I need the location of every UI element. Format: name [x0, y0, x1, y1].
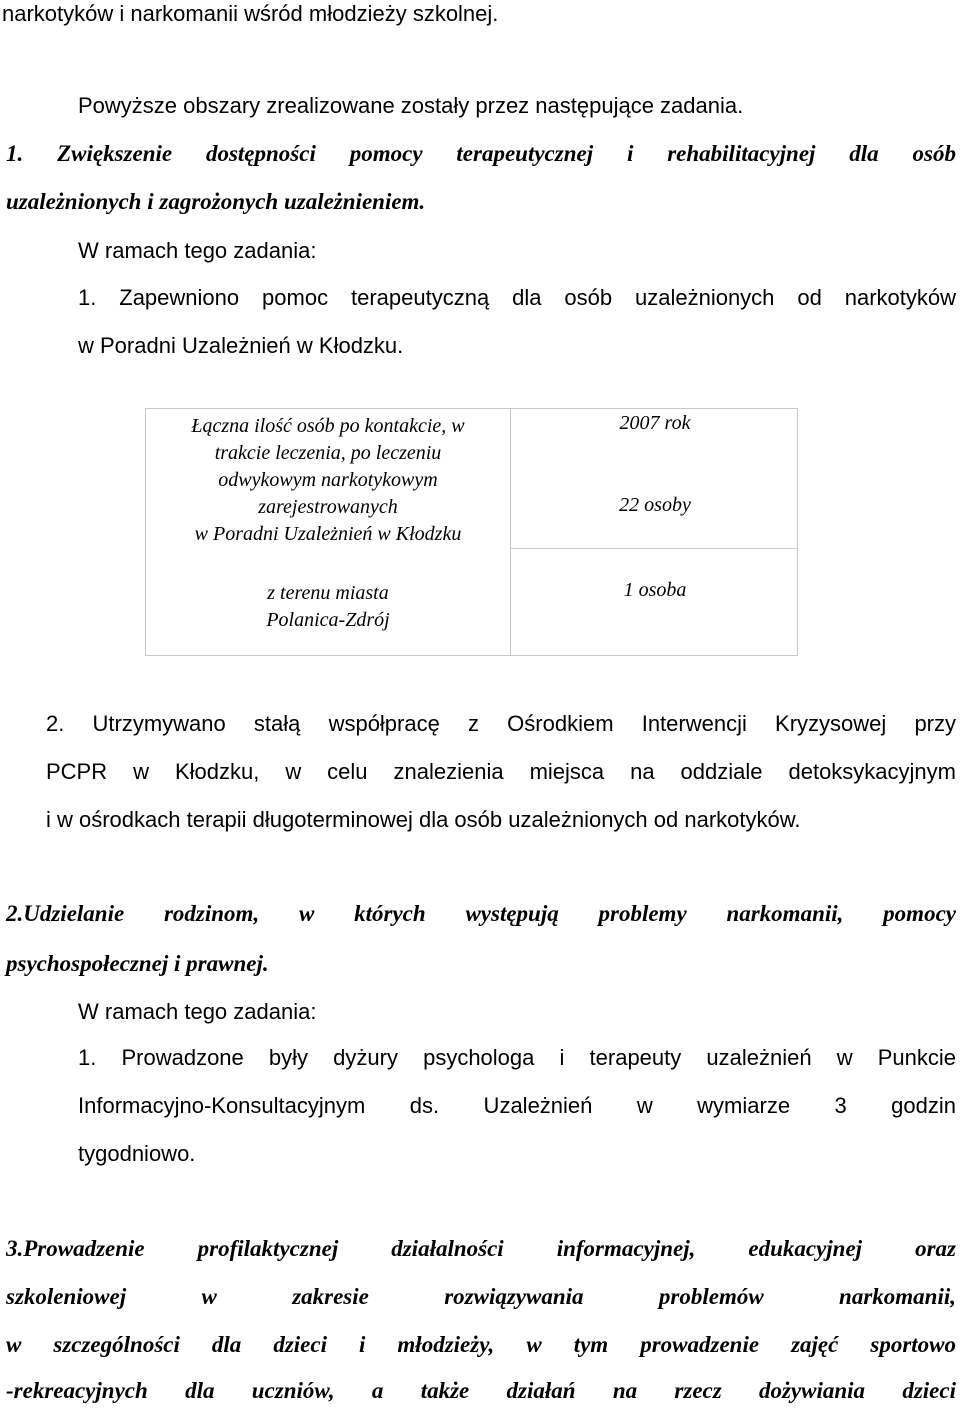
table-column-divider — [510, 409, 511, 655]
left-cell-line: Łączna ilość osób po kontakcie, w — [191, 415, 465, 437]
task1-heading-line1: 1. Zwiększenie dostępności pomocy terapeutycznej i rehabilitacyjnej dla osób — [6, 141, 956, 166]
left-cell-sub-line: z terenu miasta — [267, 582, 389, 604]
task3-line1: 3.Prowadzenie profilaktycznej działalności informacyjnej, edukacyjnej oraz — [6, 1236, 956, 1261]
table-year-cell — [511, 409, 799, 437]
task1-item2-line3: i w ośrodkach terapii długoterminowej dla osób uzależnionych od narkotyków. — [46, 807, 801, 832]
table-polanica-cell — [511, 577, 799, 604]
table-year: 2007 rok — [619, 412, 691, 434]
task1-within-label: W ramach tego zadania: — [78, 238, 317, 263]
table-row-divider — [510, 548, 797, 549]
task3-line4: -rekreacyjnych dla uczniów, a także działań na rzecz dożywiania dzieci — [6, 1378, 956, 1403]
top-line: narkotyków i narkomanii wśród młodzieży szkolnej. — [2, 1, 499, 26]
task1-item1-line2: w Poradni Uzależnień w Kłodzku. — [78, 333, 404, 358]
left-cell-sub-line: Polanica-Zdrój — [266, 609, 390, 631]
statistics-table — [145, 408, 798, 656]
left-cell-line: zarejestrowanych — [258, 496, 398, 518]
table-total-cell — [511, 492, 799, 519]
task1-item2-line2: PCPR w Kłodzku, w celu znalezienia miejsca na oddziale detoksykacyjnym — [46, 759, 956, 784]
task2-heading-line1: 2.Udzielanie rodzinom, w których występują problemy narkomanii, pomocy — [6, 901, 956, 926]
task1-item1-line1: 1. Zapewniono pomoc terapeutyczną dla osób uzależnionych od narkotyków — [78, 285, 956, 310]
task1-heading-line2: uzależnionych i zagrożonych uzależnieniem. — [6, 189, 426, 214]
task2-heading-line2: psychospołecznej i prawnej. — [6, 951, 269, 976]
task2-item1-line3: tygodniowo. — [78, 1141, 196, 1166]
left-cell-line: odwykowym narkotykowym — [218, 469, 438, 491]
left-cell-line: w Poradni Uzależnień w Kłodzku — [194, 523, 462, 545]
intro-line: Powyższe obszary zrealizowane zostały przez następujące zadania. — [78, 93, 744, 118]
task2-within-label: W ramach tego zadania: — [78, 999, 317, 1024]
task3-line3: w szczególności dla dzieci i młodzieży, w tym prowadzenie zajęć sportowo — [6, 1332, 956, 1357]
task1-item2-line1: 2. Utrzymywano stałą współpracę z Ośrodkiem Interwencji Kryzysowej przy — [46, 711, 956, 736]
table-polanica: 1 osoba — [623, 579, 687, 601]
left-cell-line: trakcie leczenia, po leczeniu — [214, 442, 442, 464]
table-left-cell — [146, 409, 510, 634]
table-total: 22 osoby — [619, 494, 691, 516]
task2-item1-line1: 1. Prowadzone były dyżury psychologa i terapeuty uzależnień w Punkcie — [78, 1045, 956, 1070]
task2-item1-line2: Informacyjno-Konsultacyjnym ds. Uzależnień w wymiarze 3 godzin — [78, 1093, 956, 1118]
task3-line2: szkoleniowej w zakresie rozwiązywania problemów narkomanii, — [6, 1284, 956, 1309]
